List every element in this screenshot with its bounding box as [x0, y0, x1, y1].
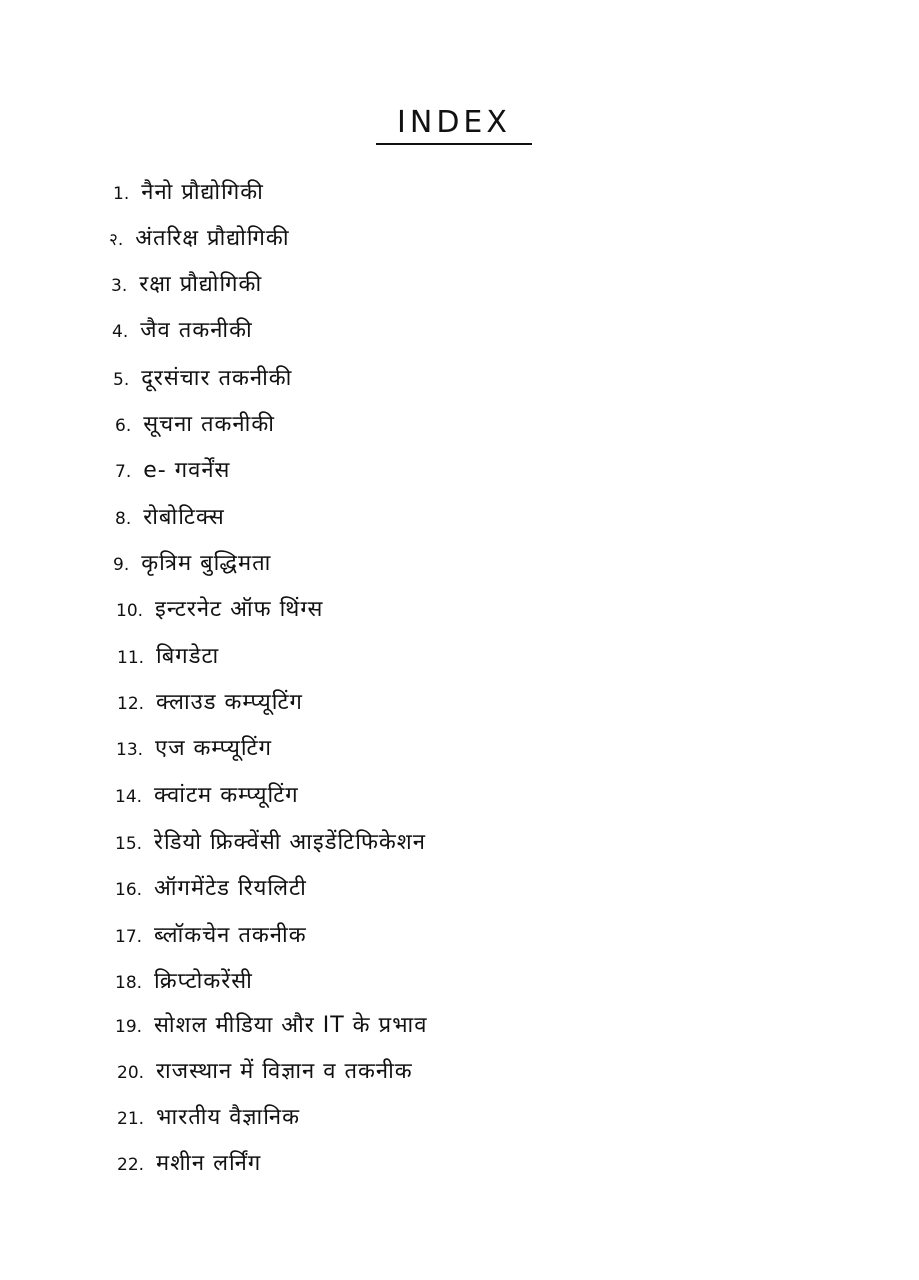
item-text: क्रिप्टोकरेंसी [154, 969, 253, 994]
list-item [115, 410, 275, 440]
item-number: 8. [115, 509, 132, 529]
item-number: 10. [116, 601, 144, 621]
list-item [117, 642, 219, 672]
item-number: 16. [115, 880, 143, 900]
list-item [109, 224, 290, 254]
item-text: सूचना तकनीकी [143, 412, 275, 437]
item-text: दूरसंचार तकनीकी [141, 366, 293, 391]
list-item [111, 270, 262, 300]
item-text: ऑगमेंटेड रियलिटी [154, 876, 307, 901]
list-item [117, 1103, 300, 1133]
item-number: 22. [117, 1155, 145, 1175]
item-text: ब्लॉकचेन तकनीक [154, 923, 307, 948]
item-number: 3. [111, 276, 128, 296]
item-number: 15. [115, 834, 143, 854]
item-number: 5. [113, 370, 130, 390]
list-item [112, 316, 253, 346]
item-number: 19. [115, 1017, 143, 1037]
list-item [113, 364, 292, 394]
item-number: 17. [115, 927, 143, 947]
list-item [117, 1057, 413, 1087]
list-item [115, 874, 307, 904]
item-text: जैव तकनीकी [140, 318, 253, 343]
list-item [115, 781, 299, 811]
item-text: भारतीय वैज्ञानिक [156, 1105, 301, 1130]
item-text: एज कम्प्यूटिंग [155, 736, 272, 761]
list-item [115, 456, 230, 486]
item-number: 12. [117, 694, 145, 714]
item-text: अंतरिक्ष प्रौद्योगिकी [135, 226, 290, 251]
item-text: कृत्रिम बुद्धिमता [141, 551, 272, 576]
title-underline [376, 143, 532, 145]
item-number: २. [109, 230, 124, 250]
list-item [113, 178, 264, 208]
item-number: 21. [117, 1109, 145, 1129]
list-item [115, 828, 426, 858]
item-text: रोबोटिक्स [143, 505, 225, 530]
list-item [115, 503, 225, 533]
list-item [116, 734, 272, 764]
item-text: रेडियो फ्रिक्वेंसी आइडेंटिफिकेशन [154, 830, 426, 855]
item-text: बिगडेटा [156, 644, 220, 669]
list-item [115, 967, 253, 997]
page-title: INDEX [397, 105, 511, 140]
item-number: 7. [115, 462, 132, 482]
item-number: 18. [115, 973, 143, 993]
list-item [117, 1149, 261, 1179]
item-text: नैनो प्रौद्योगिकी [141, 180, 264, 205]
item-number: 11. [117, 648, 145, 668]
list-item [116, 595, 323, 625]
item-text: क्लाउड कम्प्यूटिंग [156, 690, 303, 715]
item-text: इन्टरनेट ऑफ थिंग्स [155, 597, 324, 622]
item-text: रक्षा प्रौद्योगिकी [139, 272, 263, 297]
item-text: मशीन लर्निंग [156, 1151, 262, 1176]
item-number: 20. [117, 1063, 145, 1083]
item-text: e- गवर्नेंस [143, 458, 231, 483]
item-number: 1. [113, 184, 130, 204]
item-number: 9. [113, 555, 130, 575]
list-item [113, 549, 271, 579]
item-number: 4. [112, 322, 129, 342]
item-text: सोशल मीडिया और IT के प्रभाव [154, 1013, 428, 1038]
list-item [117, 688, 303, 718]
item-number: 14. [115, 787, 143, 807]
item-number: 13. [116, 740, 144, 760]
item-text: क्वांटम कम्प्यूटिंग [154, 783, 299, 808]
item-text: राजस्थान में विज्ञान व तकनीक [156, 1059, 413, 1084]
list-item [115, 921, 307, 951]
item-number: 6. [115, 416, 132, 436]
list-item [115, 1011, 427, 1041]
